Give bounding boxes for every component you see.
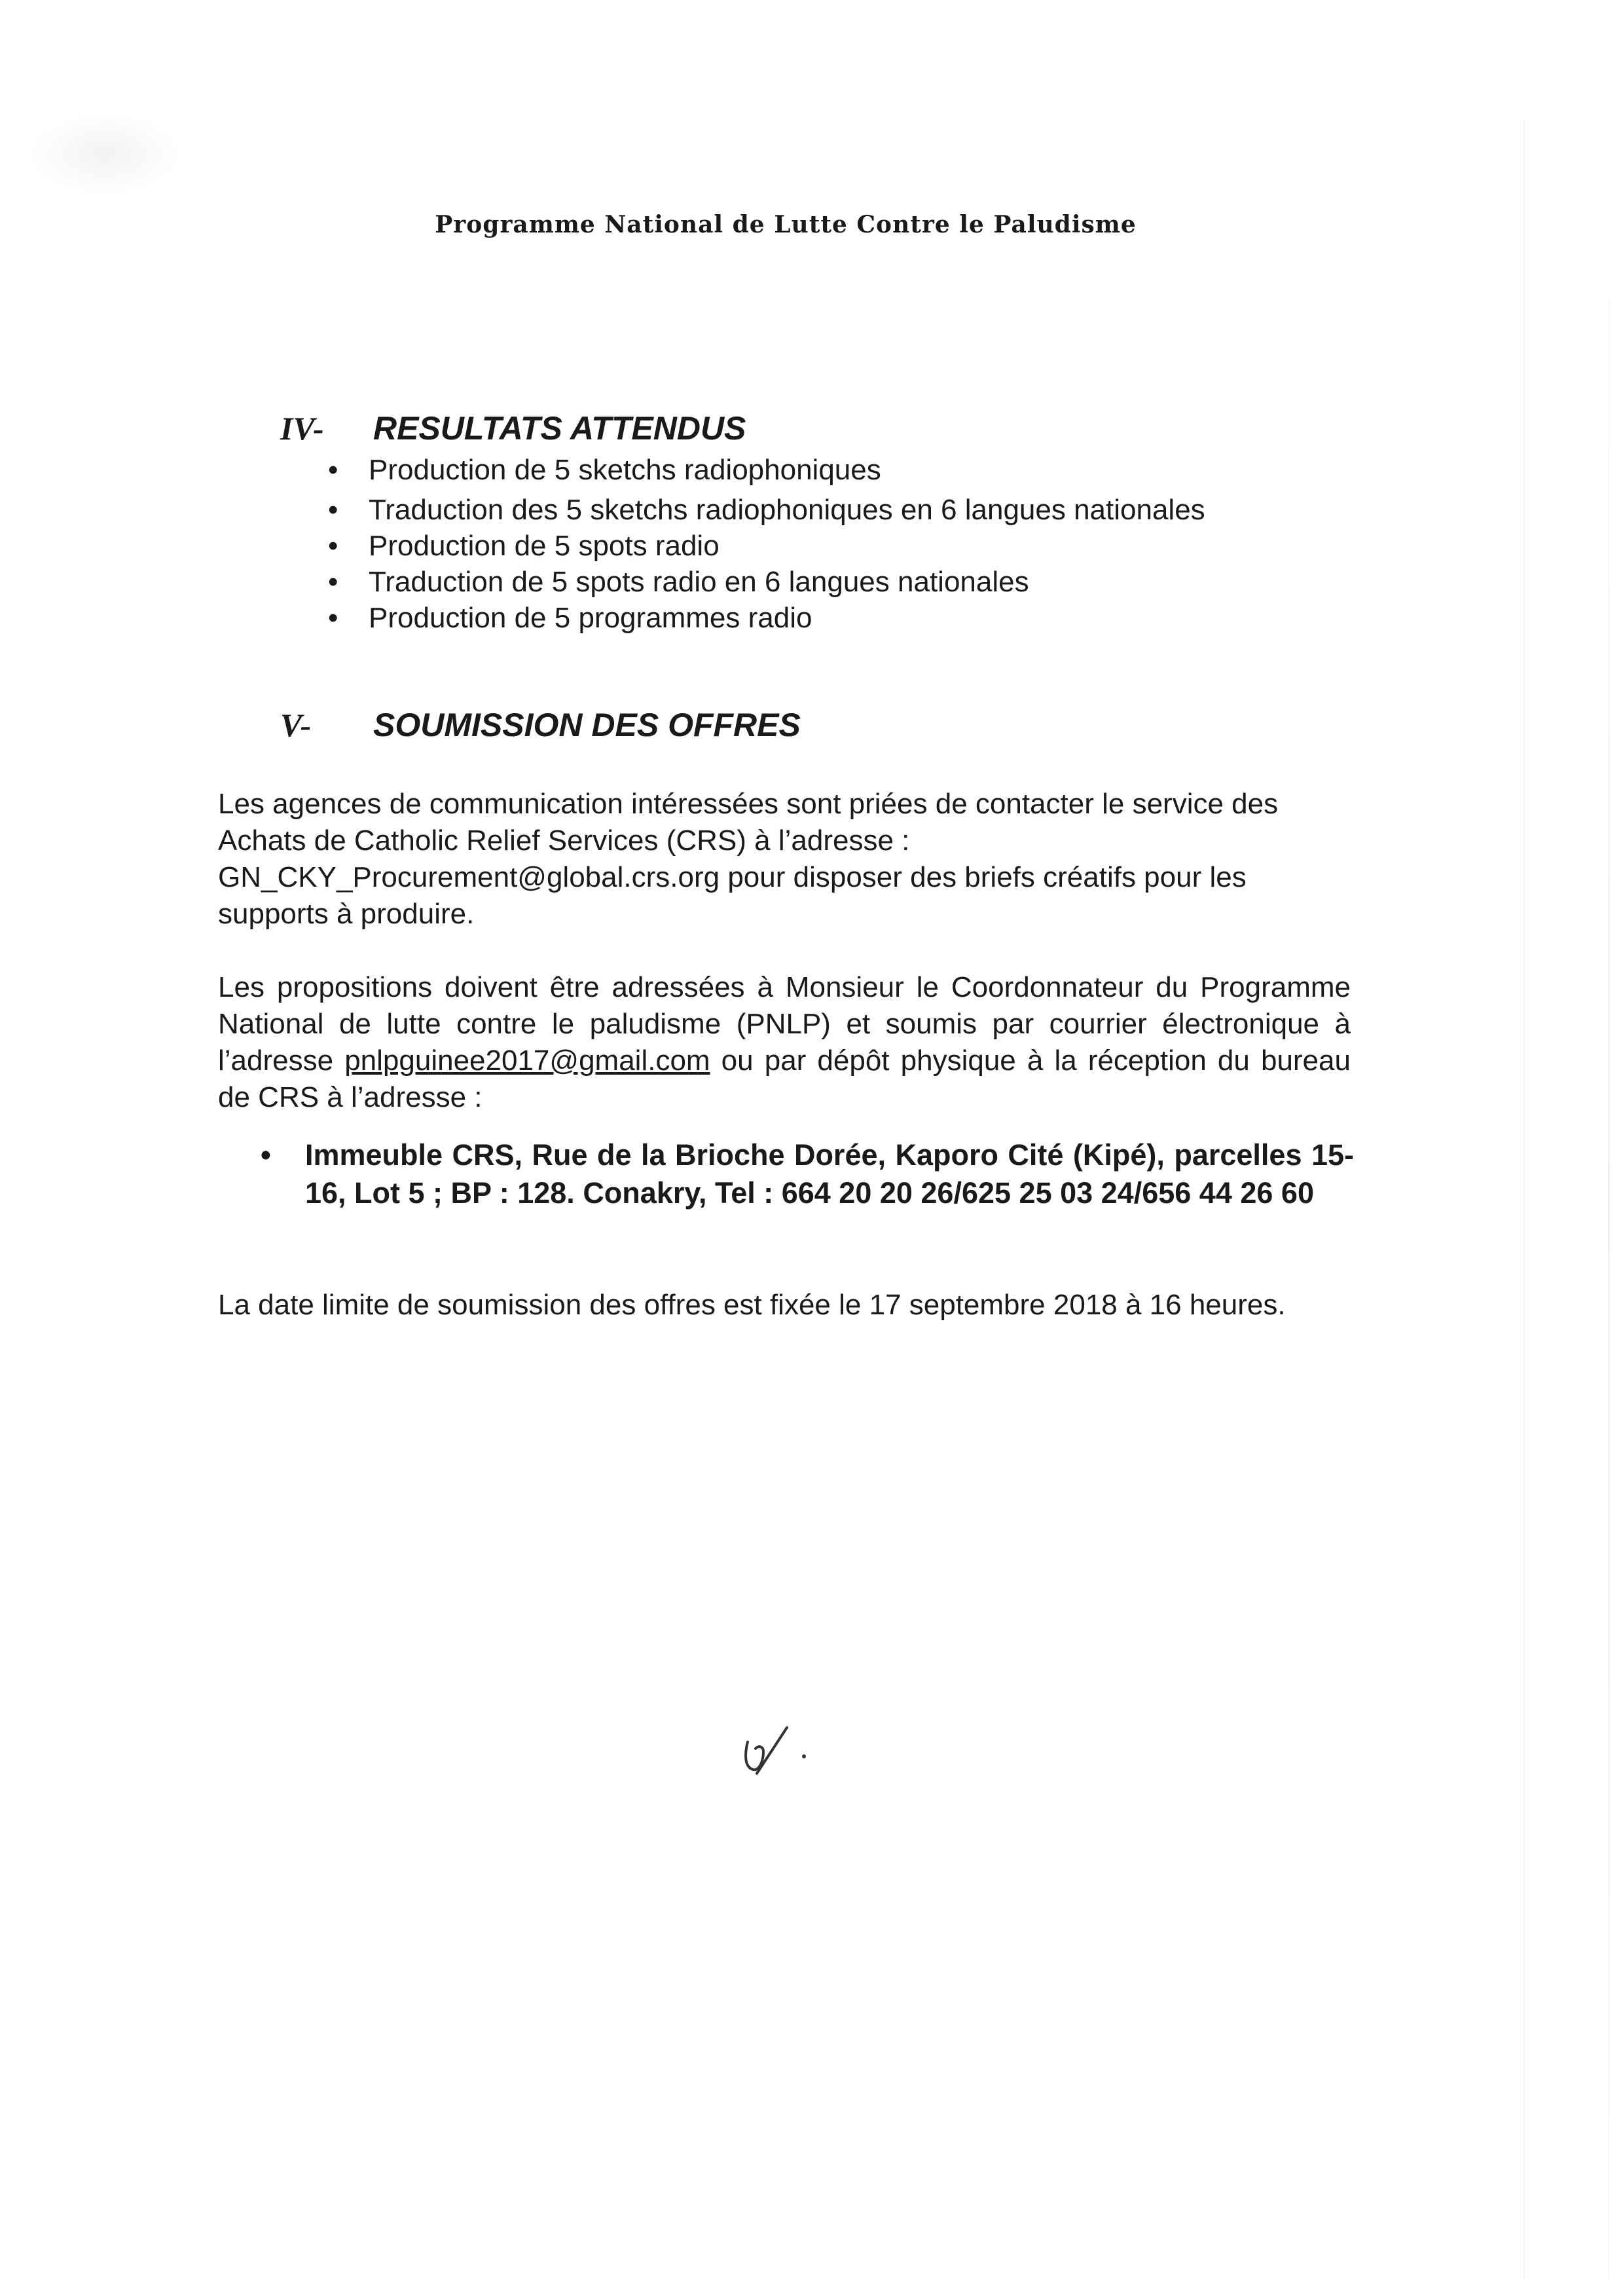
contact-line-1: Les agences de communication intéressées sont priées de contacter le service des xyxy=(218,788,1279,820)
contact-line-4: supports à produire. xyxy=(218,898,475,930)
address-item xyxy=(261,1136,1354,1212)
list-item: • Production de 5 spots radio xyxy=(324,528,1205,564)
handwritten-initial-signature xyxy=(733,1716,825,1794)
address-text: Immeuble CRS, Rue de la Brioche Dorée, Kaporo Cité (Kipé), parcelles 15-16, Lot 5 ; BP : 128. Conakry, Tel : 664 20 20 26/625 25 03 24/656 44 26 60 xyxy=(305,1138,1354,1210)
bullet-icon: • xyxy=(261,1138,271,1172)
deadline-text: La date limite de soumission des offres est fixée le 17 septembre 2018 à 16 heures. xyxy=(218,1289,1286,1321)
bullet-icon: • xyxy=(328,530,338,562)
section-iv-heading xyxy=(280,409,746,447)
contact-line-3: GN_CKY_Procurement@global.crs.org pour disposer des briefs créatifs pour les xyxy=(218,861,1247,893)
list-item: • Traduction des 5 sketchs radiophoniques en 6 langues nationales xyxy=(324,492,1205,528)
proposals-text-start: Les propositions doivent être adressées à Monsieur le Coordonnateur du Programme National de lutte contre le paludisme (PNLP) et soumis par courrier électronique à l’adresse xyxy=(218,971,1351,1077)
section-iv-number: IV- xyxy=(280,410,324,447)
section-v-heading xyxy=(280,706,801,744)
contact-line-2: Achats de Catholic Relief Services (CRS) à l’adresse : xyxy=(218,824,910,857)
list-item: • Production de 5 sketchs radiophoniques xyxy=(324,452,1205,488)
scan-smudge xyxy=(26,111,183,196)
bullet-icon: • xyxy=(328,494,338,526)
bullet-icon: • xyxy=(328,454,338,486)
scan-edge-shadow xyxy=(1608,118,1610,2279)
section-iv-title: RESULTATS ATTENDUS xyxy=(373,410,746,447)
proposals-paragraph xyxy=(218,969,1351,1116)
page-header-title: Programme National de Lutte Contre le Paludisme xyxy=(435,211,1137,238)
expected-results-list xyxy=(324,452,1205,636)
section-v-number: V- xyxy=(280,707,312,743)
bullet-icon: • xyxy=(328,602,338,634)
scan-fold-line xyxy=(1523,118,1525,2279)
contact-paragraph xyxy=(218,786,1351,933)
list-item: • Traduction de 5 spots radio en 6 langues nationales xyxy=(324,564,1205,600)
bullet-icon: • xyxy=(328,566,338,598)
list-item: • Production de 5 programmes radio xyxy=(324,600,1205,636)
email-link[interactable]: pnlpguinee2017@gmail.com xyxy=(344,1045,710,1077)
section-v-title: SOUMISSION DES OFFRES xyxy=(373,707,801,743)
proposals-text-end: ou par dépôt physique à la réception du bureau de CRS à l’adresse : xyxy=(218,1045,1351,1113)
